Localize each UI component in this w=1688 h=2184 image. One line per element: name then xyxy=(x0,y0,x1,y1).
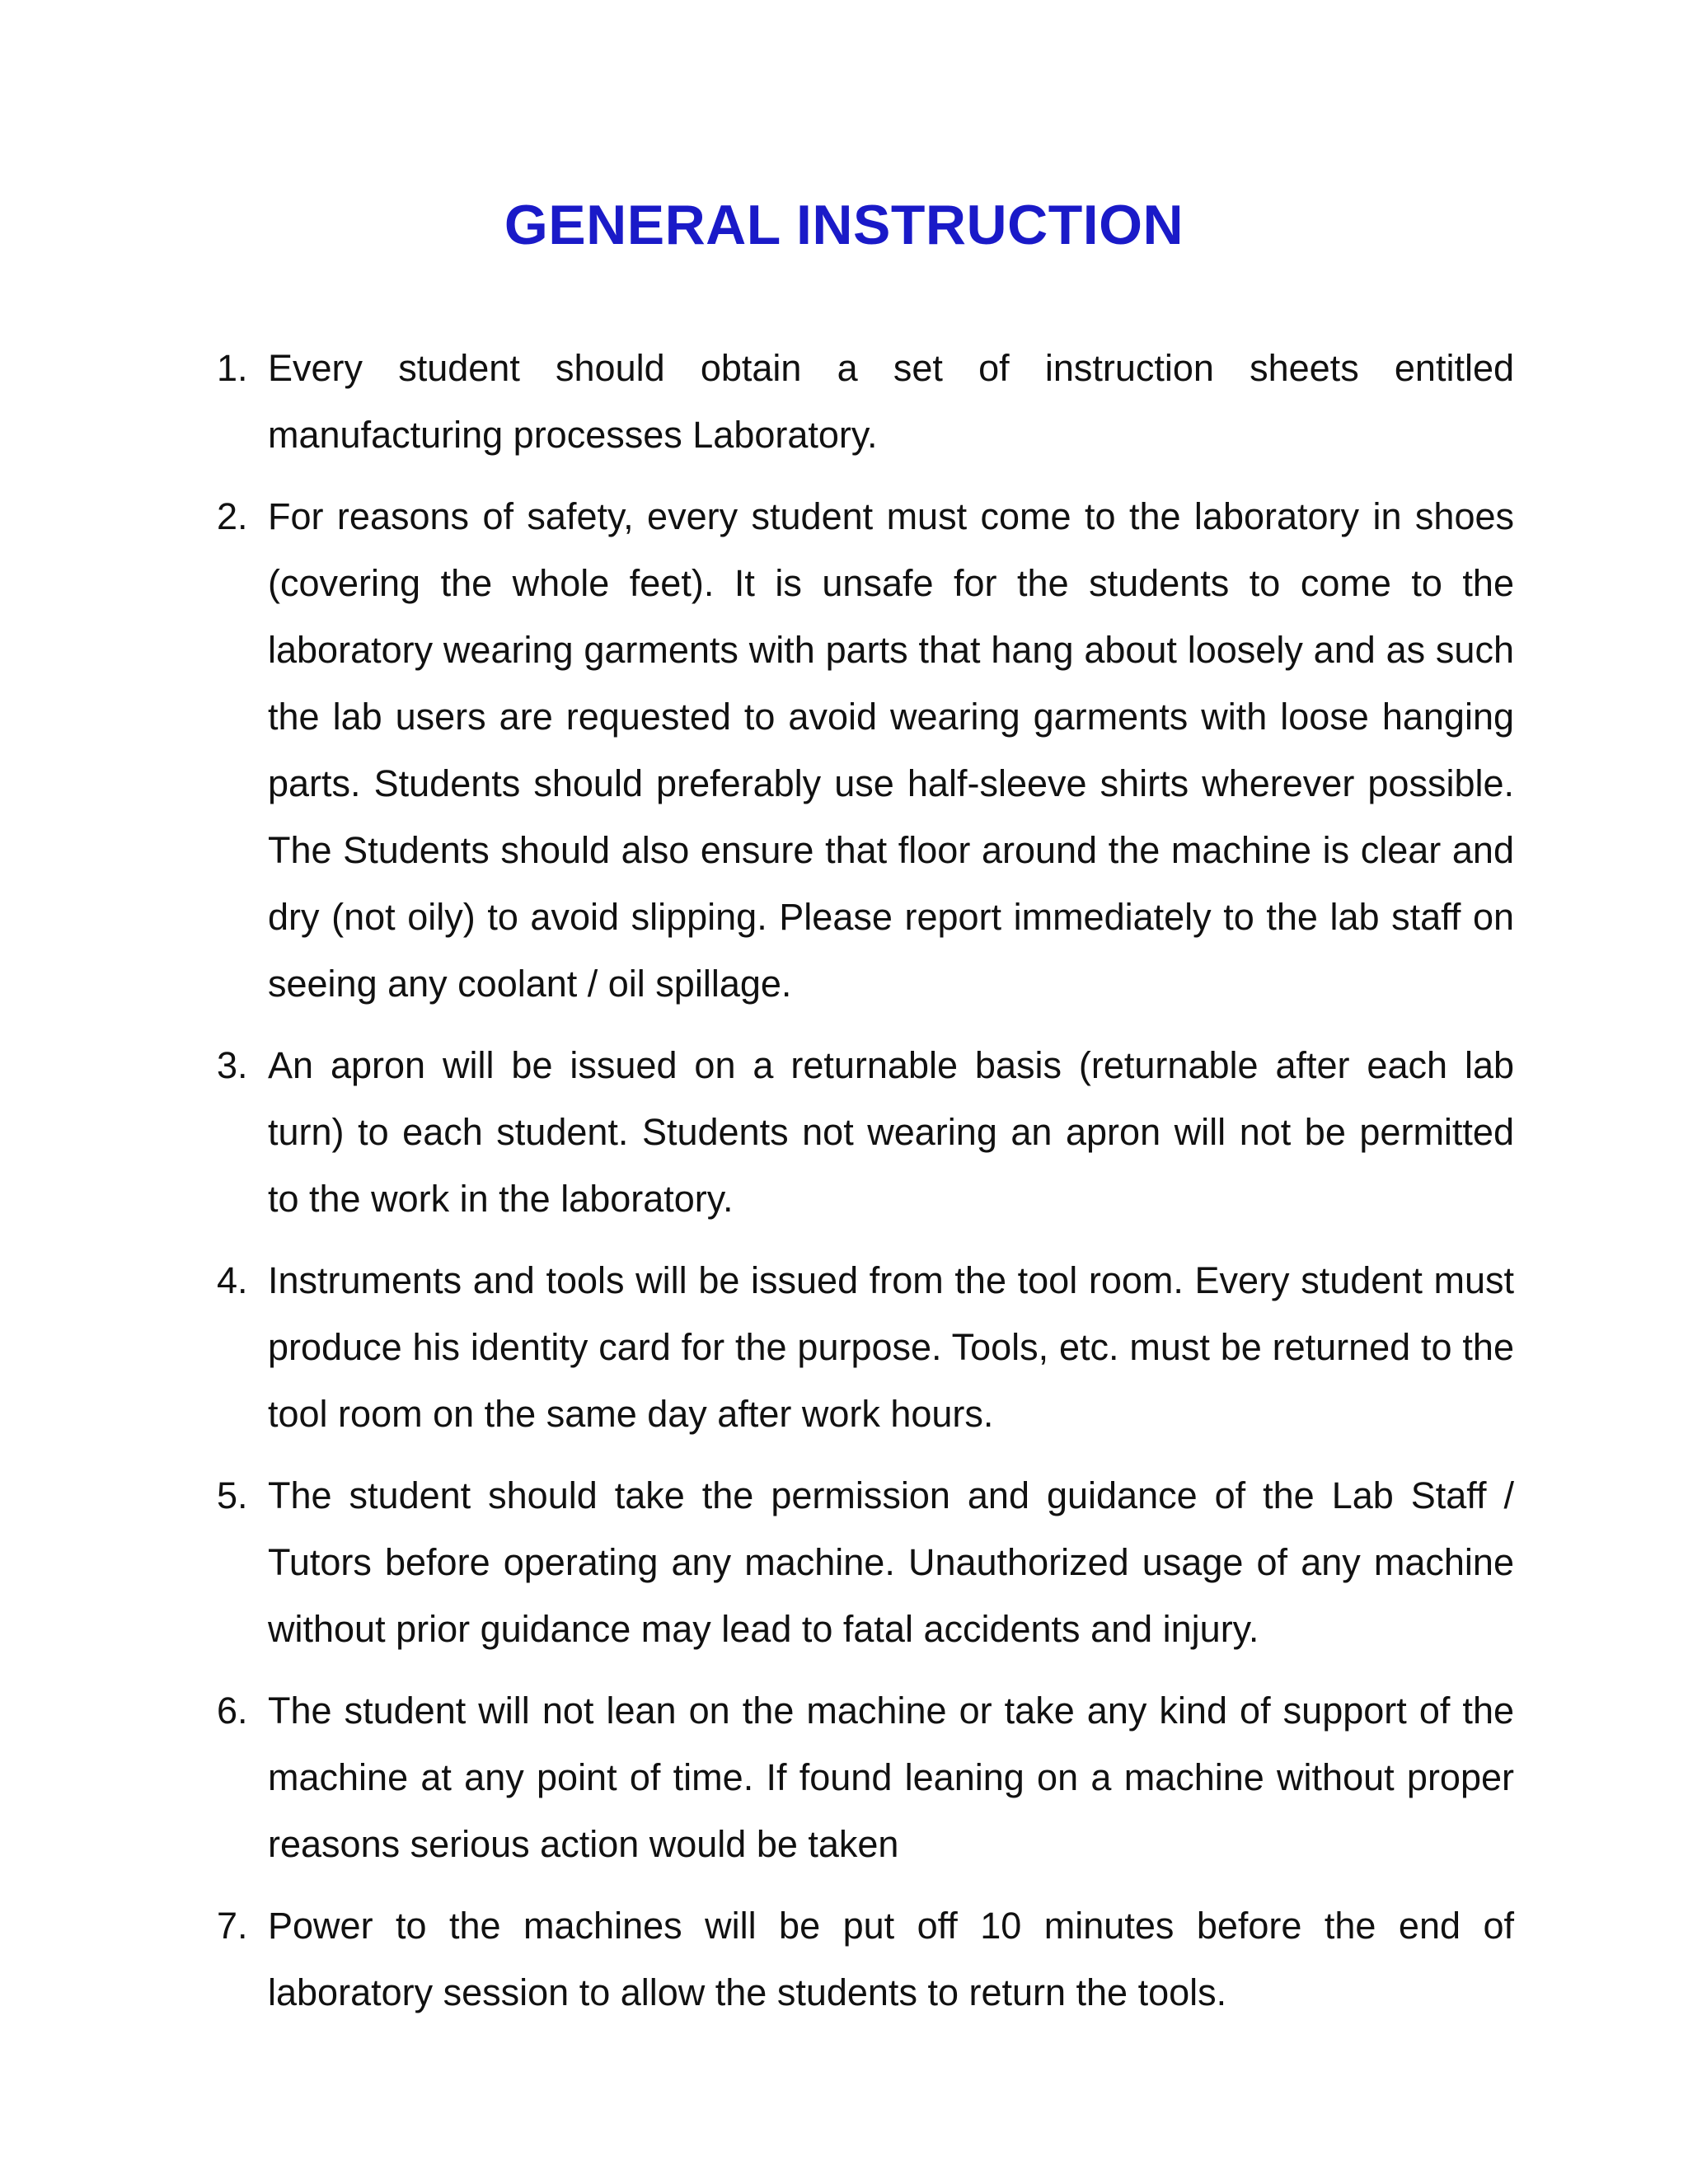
instruction-item-1 xyxy=(217,335,1514,468)
instruction-item-2 xyxy=(217,483,1514,1017)
item-number: 1. xyxy=(217,347,248,389)
item-number: 2. xyxy=(217,495,248,537)
page-title: GENERAL INSTRUCTION xyxy=(504,194,1184,256)
instruction-list xyxy=(217,335,1514,2041)
item-number: 5. xyxy=(217,1474,248,1516)
item-text: The student will not lean on the machine or take any kind of support of the machine at any point of time. If found leaning on a machine without proper reasons serious action would be taken xyxy=(268,1690,1514,1865)
item-text: For reasons of safety, every student must come to the laboratory in shoes (covering the whole feet). It is unsafe for the students to come to the laboratory wearing garments with parts that hang about loosely and as such the lab users are requested to avoid wearing garments with loose hanging parts. Students should preferably use half-sleeve shirts wherever possible. The Students should also ensure that floor around the machine is clear and dry (not oily) to avoid slipping. Please report immediately to the lab staff on seeing any coolant / oil spillage. xyxy=(268,495,1514,1005)
instruction-item-4 xyxy=(217,1247,1514,1447)
item-number: 6. xyxy=(217,1690,248,1732)
item-number: 4. xyxy=(217,1259,248,1301)
item-text: Every student should obtain a set of instruction sheets entitled manufacturing processes Laboratory. xyxy=(268,347,1514,456)
instruction-item-7 xyxy=(217,1892,1514,2026)
item-number: 3. xyxy=(217,1044,248,1086)
item-text: Power to the machines will be put off 10 minutes before the end of laboratory session to allow the students to return the tools. xyxy=(268,1905,1514,2013)
instruction-item-5 xyxy=(217,1462,1514,1662)
item-text: An apron will be issued on a returnable basis (returnable after each lab turn) to each student. Students not wearing an apron will not be permitted to the work in the laboratory. xyxy=(268,1044,1514,1220)
item-text: The student should take the permission and guidance of the Lab Staff / Tutors before operating any machine. Unauthorized usage of any machine without prior guidance may lead to fatal accidents and injury. xyxy=(268,1474,1514,1650)
instruction-item-3 xyxy=(217,1032,1514,1232)
instruction-item-6 xyxy=(217,1677,1514,1877)
item-number: 7. xyxy=(217,1905,248,1947)
item-text: Instruments and tools will be issued from the tool room. Every student must produce his identity card for the purpose. Tools, etc. must be returned to the tool room on the same day after work hours. xyxy=(268,1259,1514,1435)
